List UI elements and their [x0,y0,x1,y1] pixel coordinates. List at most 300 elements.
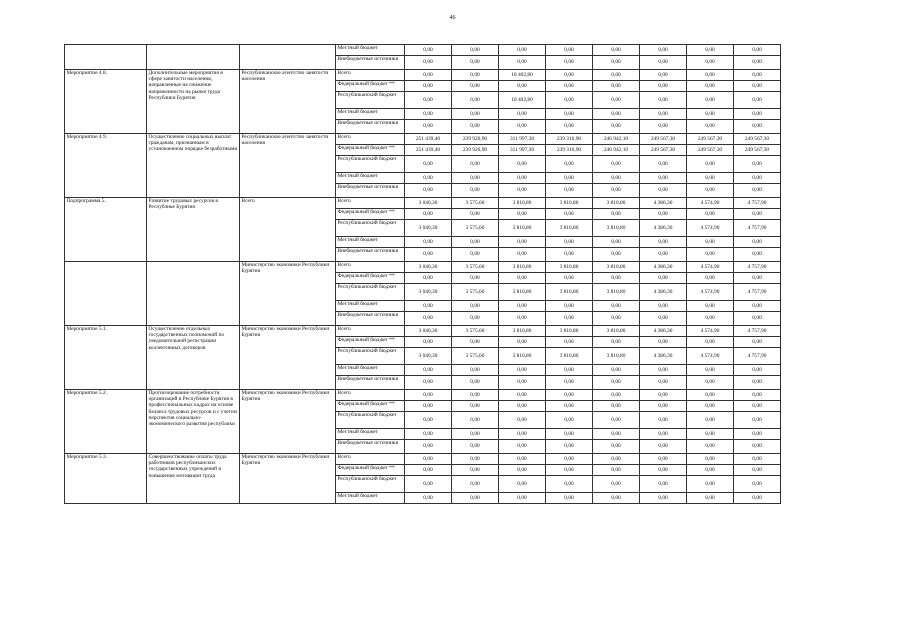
amount-cell: 0,00 [687,390,734,401]
amount-cell: 0,00 [687,184,734,198]
amount-cell: 0,00 [593,376,640,390]
amount-cell: 0,00 [546,248,593,262]
amount-cell: 0,00 [640,248,687,262]
amount-cell: 0,00 [687,365,734,376]
funding-source-cell: Республиканский бюджет [336,284,405,301]
amount-cell: 0,00 [640,56,687,70]
amount-cell: 0,00 [593,429,640,440]
amount-cell: 0,00 [499,337,546,348]
amount-cell: 0,00 [546,412,593,429]
amount-cell: 311 997,30 [499,145,546,156]
table-row [65,390,781,401]
amount-cell: 0,00 [499,401,546,412]
amount-cell: 249 567,30 [687,134,734,145]
amount-cell: 0,00 [405,440,452,454]
amount-cell: 3 575,60 [452,326,499,337]
amount-cell: 0,00 [499,465,546,476]
amount-cell: 0,00 [687,401,734,412]
executor-cell: Министерство экономики Республики Бурятия [240,454,336,504]
amount-cell: 0,00 [405,45,452,56]
amount-cell: 0,00 [499,376,546,390]
amount-cell: 3 810,80 [546,326,593,337]
amount-cell: 0,00 [546,156,593,173]
funding-source-cell: Всего [336,454,405,465]
table-body [65,45,781,504]
amount-cell: 0,00 [452,56,499,70]
name-cell [147,45,240,70]
table-row [65,134,781,145]
amount-cell: 0,00 [734,401,781,412]
amount-cell: 3 575,60 [452,348,499,365]
amount-cell: 0,00 [499,273,546,284]
funding-source-cell: Внебюджетные источники [336,376,405,390]
amount-cell: 0,00 [640,337,687,348]
amount-cell: 0,00 [499,365,546,376]
amount-cell: 0,00 [452,173,499,184]
amount-cell: 0,00 [499,109,546,120]
amount-cell: 0,00 [593,184,640,198]
amount-cell: 0,00 [546,493,593,504]
funding-source-cell: Федеральный бюджет ** [336,273,405,284]
funding-source-cell: Республиканский бюджет [336,348,405,365]
amount-cell: 4 757,90 [734,348,781,365]
name-cell: Осуществление социальных выплат гражданам, признанным в установленном порядке безработными [147,134,240,198]
funding-source-cell: Федеральный бюджет ** [336,145,405,156]
amount-cell: 239 926,90 [452,145,499,156]
amount-cell: 0,00 [687,237,734,248]
amount-cell: 0,00 [593,237,640,248]
funding-source-cell: Всего [336,390,405,401]
amount-cell: 4 386,30 [640,326,687,337]
amount-cell: 0,00 [405,173,452,184]
amount-cell: 0,00 [687,109,734,120]
amount-cell: 0,00 [640,312,687,326]
amount-cell: 0,00 [734,70,781,81]
amount-cell: 0,00 [452,454,499,465]
amount-cell: 249 567,30 [640,134,687,145]
table-row [65,262,781,273]
funding-source-cell: Местный бюджет [336,493,405,504]
amount-cell: 0,00 [546,312,593,326]
amount-cell: 0,00 [452,465,499,476]
amount-cell: 0,00 [593,412,640,429]
amount-cell: 0,00 [687,120,734,134]
amount-cell: 3 040,30 [405,284,452,301]
amount-cell: 0,00 [640,493,687,504]
amount-cell: 4 574,90 [687,348,734,365]
funding-source-cell: Республиканский бюджет [336,220,405,237]
funding-source-cell: Федеральный бюджет ** [336,209,405,220]
table-row [65,326,781,337]
amount-cell: 0,00 [499,493,546,504]
amount-cell: 0,00 [452,120,499,134]
amount-cell: 0,00 [405,184,452,198]
amount-cell: 0,00 [546,454,593,465]
amount-cell: 0,00 [687,156,734,173]
amount-cell: 0,00 [546,209,593,220]
executor-cell: Республиканское агентство занятости населения [240,134,336,198]
amount-cell: 0,00 [405,70,452,81]
amount-cell: 0,00 [687,81,734,92]
funding-source-cell: Республиканский бюджет [336,476,405,493]
amount-cell: 0,00 [499,429,546,440]
amount-cell: 3 575,60 [452,220,499,237]
amount-cell: 0,00 [546,173,593,184]
amount-cell: 0,00 [640,70,687,81]
amount-cell: 0,00 [405,454,452,465]
amount-cell: 0,00 [452,337,499,348]
funding-source-cell: Местный бюджет [336,301,405,312]
amount-cell: 0,00 [452,365,499,376]
funding-source-cell: Местный бюджет [336,45,405,56]
amount-cell: 0,00 [734,365,781,376]
amount-cell: 0,00 [546,273,593,284]
amount-cell: 0,00 [499,312,546,326]
amount-cell: 0,00 [593,109,640,120]
amount-cell: 311 997,30 [499,134,546,145]
executor-cell: Министерство экономики Республики Бурятия [240,390,336,454]
amount-cell: 3 575,60 [452,284,499,301]
amount-cell: 3 040,30 [405,348,452,365]
amount-cell: 0,00 [593,81,640,92]
amount-cell: 0,00 [640,465,687,476]
amount-cell: 0,00 [687,273,734,284]
amount-cell: 0,00 [546,476,593,493]
amount-cell: 0,00 [593,337,640,348]
stage-cell: Мероприятие 4.8. [65,70,147,134]
amount-cell: 0,00 [499,390,546,401]
amount-cell: 0,00 [499,440,546,454]
table-row [65,45,781,56]
amount-cell: 0,00 [405,301,452,312]
amount-cell: 0,00 [546,390,593,401]
amount-cell: 4 386,30 [640,198,687,209]
amount-cell: 4 574,90 [687,326,734,337]
stage-cell: Подпрограмма 5. [65,198,147,262]
name-cell: Развитие трудовых ресурсов в Республике Бурятия [147,198,240,262]
amount-cell: 0,00 [687,248,734,262]
executor-cell [240,45,336,70]
amount-cell: 0,00 [734,337,781,348]
amount-cell: 0,00 [405,476,452,493]
amount-cell: 3 810,80 [499,284,546,301]
amount-cell: 0,00 [499,156,546,173]
amount-cell: 0,00 [546,429,593,440]
amount-cell: 0,00 [734,301,781,312]
amount-cell: 0,00 [452,70,499,81]
amount-cell: 246 942,10 [593,134,640,145]
amount-cell: 10 402,80 [499,92,546,109]
amount-cell: 4 386,30 [640,348,687,365]
amount-cell: 0,00 [687,376,734,390]
amount-cell: 0,00 [499,454,546,465]
amount-cell: 0,00 [593,301,640,312]
amount-cell: 0,00 [593,45,640,56]
amount-cell: 0,00 [734,440,781,454]
name-cell: Дополнительные мероприятия в сфере занятости населения, направленные на снижение напряженности на рынке труда Республики Бурятия [147,70,240,134]
amount-cell: 0,00 [593,454,640,465]
amount-cell: 0,00 [405,412,452,429]
amount-cell: 251 439,40 [405,134,452,145]
funding-source-cell: Внебюджетные источники [336,120,405,134]
amount-cell: 249 567,30 [640,145,687,156]
amount-cell: 0,00 [640,173,687,184]
amount-cell: 0,00 [499,184,546,198]
amount-cell: 0,00 [593,476,640,493]
amount-cell: 0,00 [640,184,687,198]
amount-cell: 0,00 [546,70,593,81]
amount-cell: 0,00 [546,376,593,390]
amount-cell: 0,00 [405,376,452,390]
funding-source-cell: Местный бюджет [336,237,405,248]
amount-cell: 3 040,30 [405,220,452,237]
amount-cell: 4 757,90 [734,220,781,237]
amount-cell: 0,00 [640,109,687,120]
amount-cell: 249 567,30 [734,145,781,156]
amount-cell: 0,00 [687,454,734,465]
amount-cell: 3 810,80 [593,220,640,237]
amount-cell: 0,00 [499,81,546,92]
amount-cell: 0,00 [640,273,687,284]
table-row [65,454,781,465]
amount-cell: 3 810,80 [593,262,640,273]
amount-cell: 0,00 [734,173,781,184]
amount-cell: 0,00 [734,81,781,92]
amount-cell: 0,00 [452,493,499,504]
amount-cell: 0,00 [405,273,452,284]
amount-cell: 0,00 [640,440,687,454]
amount-cell: 0,00 [452,476,499,493]
amount-cell: 0,00 [452,273,499,284]
amount-cell: 0,00 [734,476,781,493]
amount-cell: 0,00 [593,248,640,262]
amount-cell: 249 567,30 [734,134,781,145]
amount-cell: 0,00 [640,476,687,493]
amount-cell: 0,00 [734,390,781,401]
funding-source-cell: Федеральный бюджет ** [336,401,405,412]
funding-source-cell: Федеральный бюджет ** [336,465,405,476]
funding-source-cell: Всего [336,326,405,337]
amount-cell: 0,00 [640,92,687,109]
amount-cell: 0,00 [499,301,546,312]
amount-cell: 0,00 [640,301,687,312]
amount-cell: 3 040,30 [405,198,452,209]
amount-cell: 0,00 [546,365,593,376]
budget-table [64,44,781,504]
funding-source-cell: Внебюджетные источники [336,312,405,326]
amount-cell: 3 810,80 [499,262,546,273]
amount-cell: 0,00 [593,156,640,173]
amount-cell: 0,00 [452,237,499,248]
funding-source-cell: Республиканский бюджет [336,412,405,429]
amount-cell: 0,00 [452,156,499,173]
amount-cell: 0,00 [734,454,781,465]
amount-cell: 0,00 [499,248,546,262]
amount-cell: 0,00 [687,301,734,312]
amount-cell: 3 810,80 [499,326,546,337]
amount-cell: 0,00 [593,440,640,454]
amount-cell: 0,00 [452,81,499,92]
amount-cell: 0,00 [734,273,781,284]
amount-cell: 0,00 [734,120,781,134]
amount-cell: 0,00 [546,301,593,312]
amount-cell: 246 942,10 [593,145,640,156]
amount-cell: 0,00 [499,173,546,184]
executor-cell: Всего [240,198,336,262]
amount-cell: 0,00 [593,312,640,326]
amount-cell: 4 574,90 [687,198,734,209]
amount-cell: 0,00 [734,184,781,198]
amount-cell: 0,00 [593,70,640,81]
amount-cell: 3 810,80 [546,198,593,209]
amount-cell: 0,00 [734,156,781,173]
amount-cell: 0,00 [546,337,593,348]
name-cell: Совершенствование оплаты труда работников республиканских государственных учреждений и повышение мотивации труда [147,454,240,504]
amount-cell: 0,00 [593,390,640,401]
amount-cell: 0,00 [687,173,734,184]
amount-cell: 0,00 [405,237,452,248]
amount-cell: 0,00 [593,173,640,184]
amount-cell: 251 439,40 [405,145,452,156]
funding-source-cell: Всего [336,198,405,209]
amount-cell: 0,00 [734,109,781,120]
amount-cell: 3 810,80 [593,326,640,337]
amount-cell: 0,00 [405,156,452,173]
amount-cell: 4 574,90 [687,220,734,237]
table-row [65,198,781,209]
amount-cell: 0,00 [640,401,687,412]
amount-cell: 0,00 [499,56,546,70]
amount-cell: 239 926,90 [452,134,499,145]
amount-cell: 0,00 [452,109,499,120]
amount-cell: 0,00 [640,156,687,173]
funding-source-cell: Федеральный бюджет ** [336,337,405,348]
page-number: 46 [449,15,456,21]
amount-cell: 239 316,90 [546,145,593,156]
amount-cell: 0,00 [452,412,499,429]
amount-cell: 0,00 [405,312,452,326]
amount-cell: 3 810,80 [499,198,546,209]
name-cell: Прогнозирование потребности организаций в Республике Бурятия в профессиональных кадрах на основе баланса трудовых ресурсов и с учетом перспектив социально-экономического развития республики [147,390,240,454]
amount-cell: 0,00 [687,465,734,476]
stage-cell: Мероприятие 5.2. [65,390,147,454]
amount-cell: 0,00 [452,312,499,326]
amount-cell: 0,00 [546,56,593,70]
amount-cell: 0,00 [687,493,734,504]
amount-cell: 0,00 [452,376,499,390]
amount-cell: 0,00 [734,312,781,326]
amount-cell: 3 810,80 [546,220,593,237]
name-cell [147,262,240,326]
amount-cell: 4 386,30 [640,262,687,273]
amount-cell: 0,00 [640,120,687,134]
amount-cell: 4 574,90 [687,262,734,273]
amount-cell: 4 757,90 [734,262,781,273]
amount-cell: 3 810,80 [546,284,593,301]
amount-cell: 0,00 [593,465,640,476]
amount-cell: 0,00 [452,390,499,401]
amount-cell: 0,00 [687,476,734,493]
amount-cell: 0,00 [452,248,499,262]
funding-source-cell: Всего [336,134,405,145]
amount-cell: 3 810,80 [593,284,640,301]
amount-cell: 0,00 [593,92,640,109]
amount-cell: 0,00 [452,301,499,312]
amount-cell: 3 810,80 [546,262,593,273]
amount-cell: 0,00 [734,209,781,220]
amount-cell: 3 810,80 [499,220,546,237]
amount-cell: 0,00 [640,376,687,390]
amount-cell: 0,00 [405,429,452,440]
amount-cell: 0,00 [452,184,499,198]
amount-cell: 0,00 [734,412,781,429]
funding-source-cell: Республиканский бюджет [336,156,405,173]
funding-source-cell: Местный бюджет [336,109,405,120]
amount-cell: 0,00 [405,390,452,401]
amount-cell: 0,00 [405,109,452,120]
amount-cell: 3 810,80 [499,348,546,365]
amount-cell: 0,00 [687,312,734,326]
amount-cell: 0,00 [593,209,640,220]
amount-cell: 0,00 [499,120,546,134]
amount-cell: 0,00 [593,401,640,412]
name-cell: Осуществление отдельных государственных полномочий по уведомительной регистрации коллективных договоров [147,326,240,390]
funding-source-cell: Местный бюджет [336,365,405,376]
amount-cell: 4 757,90 [734,284,781,301]
amount-cell: 0,00 [640,454,687,465]
amount-cell: 0,00 [546,465,593,476]
amount-cell: 0,00 [546,109,593,120]
amount-cell: 0,00 [734,56,781,70]
funding-source-cell: Внебюджетные источники [336,248,405,262]
amount-cell: 0,00 [687,412,734,429]
amount-cell: 0,00 [546,440,593,454]
amount-cell: 0,00 [734,465,781,476]
amount-cell: 0,00 [452,45,499,56]
amount-cell: 249 567,30 [687,145,734,156]
amount-cell: 0,00 [687,429,734,440]
amount-cell: 0,00 [405,209,452,220]
amount-cell: 3 575,60 [452,198,499,209]
amount-cell: 3 810,80 [593,348,640,365]
amount-cell: 0,00 [593,120,640,134]
amount-cell: 0,00 [405,493,452,504]
funding-source-cell: Республиканский бюджет [336,92,405,109]
amount-cell: 0,00 [640,390,687,401]
amount-cell: 4 757,90 [734,198,781,209]
amount-cell: 0,00 [452,401,499,412]
amount-cell: 0,00 [687,92,734,109]
stage-cell: Мероприятие 5.1. [65,326,147,390]
funding-source-cell: Всего [336,262,405,273]
amount-cell: 0,00 [499,412,546,429]
amount-cell: 0,00 [546,237,593,248]
amount-cell: 0,00 [452,209,499,220]
stage-cell: Мероприятие 4.9. [65,134,147,198]
amount-cell: 0,00 [405,401,452,412]
funding-source-cell: Внебюджетные источники [336,440,405,454]
amount-cell: 0,00 [546,401,593,412]
amount-cell: 0,00 [687,70,734,81]
amount-cell: 0,00 [687,440,734,454]
funding-source-cell: Местный бюджет [336,429,405,440]
amount-cell: 0,00 [593,365,640,376]
amount-cell: 0,00 [546,184,593,198]
amount-cell: 0,00 [640,429,687,440]
amount-cell: 0,00 [405,465,452,476]
amount-cell: 3 575,60 [452,262,499,273]
executor-cell: Министерство экономики Республики Бурятия [240,262,336,326]
